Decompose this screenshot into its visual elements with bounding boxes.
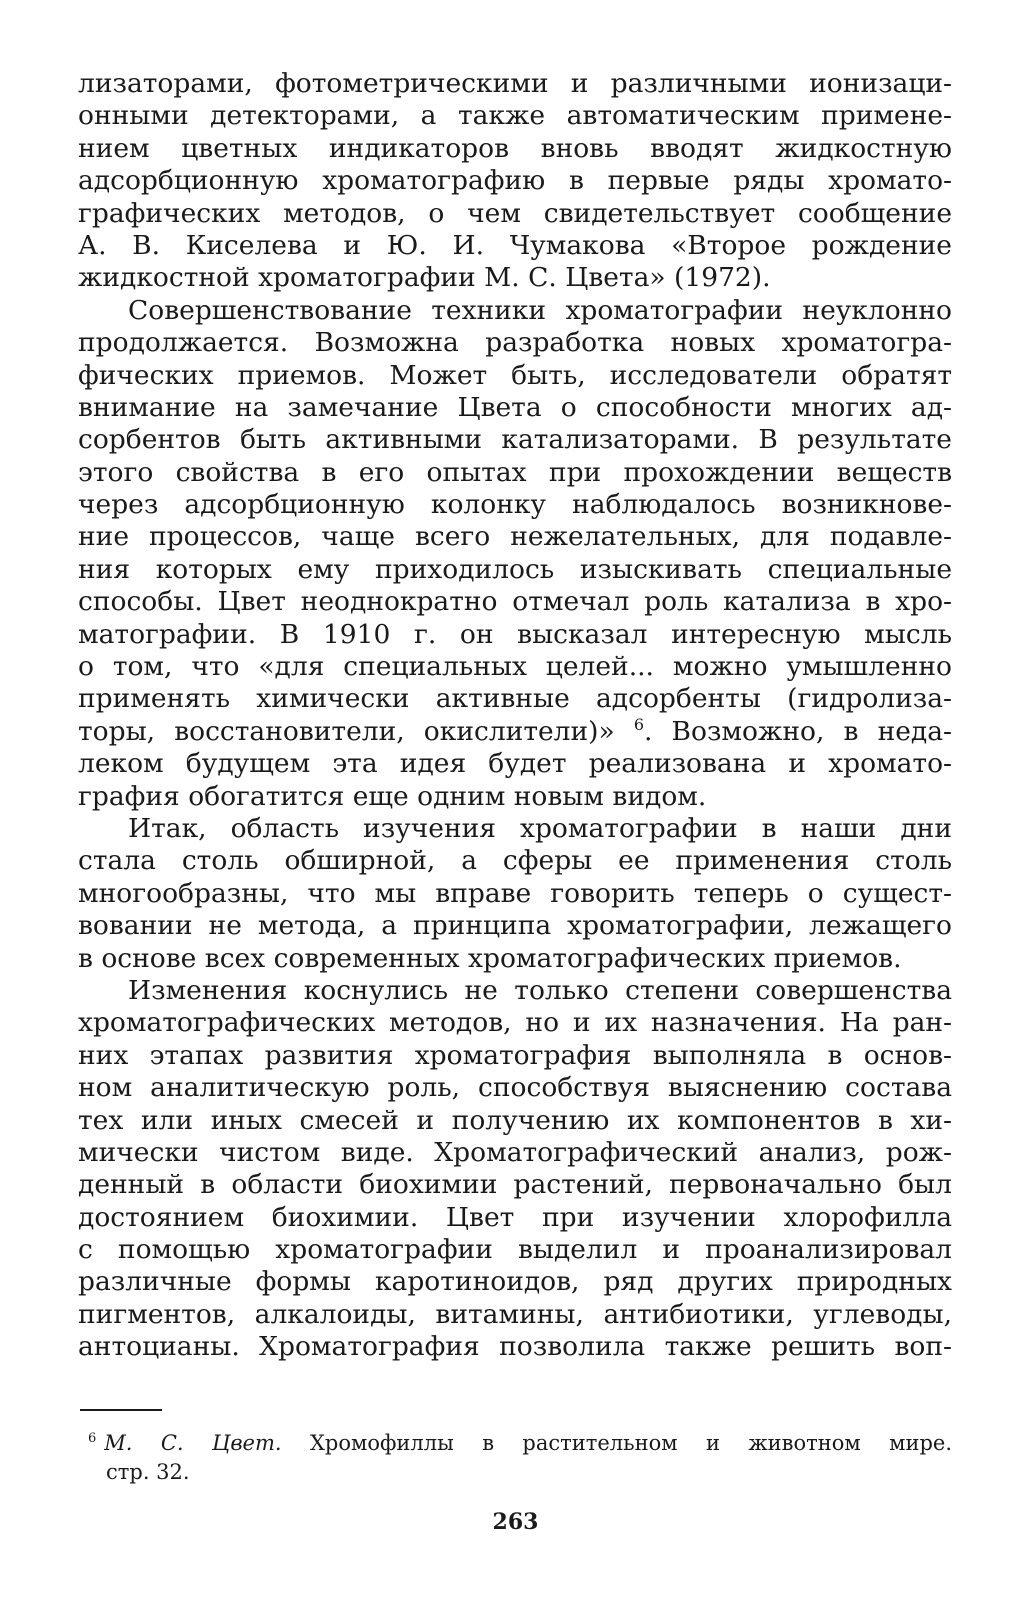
text-line: них этапах развития хроматография выполняла в основ- xyxy=(78,1039,952,1071)
text-line: вовании не метода, а принципа хроматографии, лежащего xyxy=(78,910,952,942)
text-line: фических приемов. Может быть, исследователи обратят xyxy=(78,359,952,391)
text-line: Совершенствование техники хроматографии неуклонно xyxy=(128,294,952,326)
text-line: способы. Цвет неоднократно отмечал роль катализа в хро- xyxy=(78,586,952,618)
footnote-line-1 xyxy=(88,1424,952,1458)
text-fragment: . Возможно, в неда- xyxy=(644,715,952,747)
paragraph-1 xyxy=(78,68,952,295)
text-line: тех или иных смесей и получению их компонентов в хи- xyxy=(78,1104,952,1136)
text-line: этого свойства в его опытах при прохождении веществ xyxy=(78,456,952,488)
text-line: нием цветных индикаторов вновь вводят жидкостную xyxy=(78,132,952,164)
paragraph-4 xyxy=(78,975,952,1364)
text-line: различные формы каротиноидов, ряд других природных xyxy=(78,1266,952,1298)
text-line: онными детекторами, а также автоматическим примене- xyxy=(78,100,952,132)
text-line: матографии. В 1910 г. он высказал интересную мысль xyxy=(78,618,952,650)
text-line: о том, что «для специальных целей... можно умышленно xyxy=(78,651,952,683)
text-line: стала столь обширной, а сферы ее применения столь xyxy=(78,845,952,877)
footnote-line-2: стр. 32. xyxy=(106,1460,190,1484)
text-line: графия обогатится еще одним новым видом. xyxy=(78,780,707,812)
paragraph-2 xyxy=(78,295,952,813)
footnote-reference: 6 xyxy=(633,714,645,734)
text-line: через адсорбционную колонку наблюдалось возникнове- xyxy=(78,489,952,521)
text-line: Изменения коснулись не только степени совершенства xyxy=(128,974,952,1006)
text-line: применять химически активные адсорбенты (гидролиза- xyxy=(78,683,952,715)
text-line-with-footnote-ref xyxy=(78,716,952,748)
text-line: продолжается. Возможна разработка новых хроматогра- xyxy=(78,327,952,359)
paragraph-3 xyxy=(78,813,952,975)
page-body xyxy=(78,68,952,1364)
text-line: ния которых ему приходилось изыскивать специальные xyxy=(78,553,952,585)
text-line: леком будущем эта идея будет реализована и хромато- xyxy=(78,748,952,780)
text-line: А. В. Киселева и Ю. И. Чумакова «Второе рождение xyxy=(78,229,952,261)
page-number: 263 xyxy=(492,1509,539,1535)
text-line: пигментов, алкалоиды, витамины, антибиотики, углеводы, xyxy=(78,1298,952,1330)
text-line: хроматографических методов, но и их назначения. На ран- xyxy=(78,1007,952,1039)
footnote-author: М. С. Цвет. xyxy=(104,1431,282,1455)
text-fragment: торы, восстановители, окислители)» xyxy=(78,715,634,747)
text-line: внимание на замечание Цвета о способности многих ад- xyxy=(78,391,952,423)
footnote-mark: 6 xyxy=(88,1431,97,1446)
text-line: с помощью хроматографии выделил и проанализировал xyxy=(78,1234,952,1266)
text-line: ном аналитическую роль, способствуя выяснению состава xyxy=(78,1072,952,1104)
text-line: адсорбционную хроматографию в первые ряды хромато- xyxy=(78,165,952,197)
footnote-divider xyxy=(80,1409,162,1411)
text-line: графических методов, о чем свидетельствует сообщение xyxy=(78,197,952,229)
text-line: многообразны, что мы вправе говорить теперь о сущест- xyxy=(78,877,952,909)
text-line: лизаторами, фотометрическими и различными ионизаци- xyxy=(78,68,952,99)
text-line: мически чистом виде. Хроматографический анализ, рож- xyxy=(78,1136,952,1168)
text-line: в основе всех современных хроматографических приемов. xyxy=(78,942,902,974)
text-line: сорбентов быть активными катализаторами. В результате xyxy=(78,424,952,456)
text-line: достоянием биохимии. Цвет при изучении хлорофилла xyxy=(78,1201,952,1233)
text-line: денный в области биохимии растений, первоначально был xyxy=(78,1169,952,1201)
footnote xyxy=(88,1424,952,1487)
text-line: ние процессов, чаще всего нежелательных, для подавле- xyxy=(78,521,952,553)
footnote-text: Хромофиллы в растительном и животном мире. xyxy=(281,1431,953,1455)
text-line: антоцианы. Хроматография позволила также решить воп- xyxy=(78,1331,952,1363)
text-line: Итак, область изучения хроматографии в наши дни xyxy=(128,812,952,844)
text-line: жидкостной хроматографии М. С. Цвета» (1972). xyxy=(78,262,771,294)
